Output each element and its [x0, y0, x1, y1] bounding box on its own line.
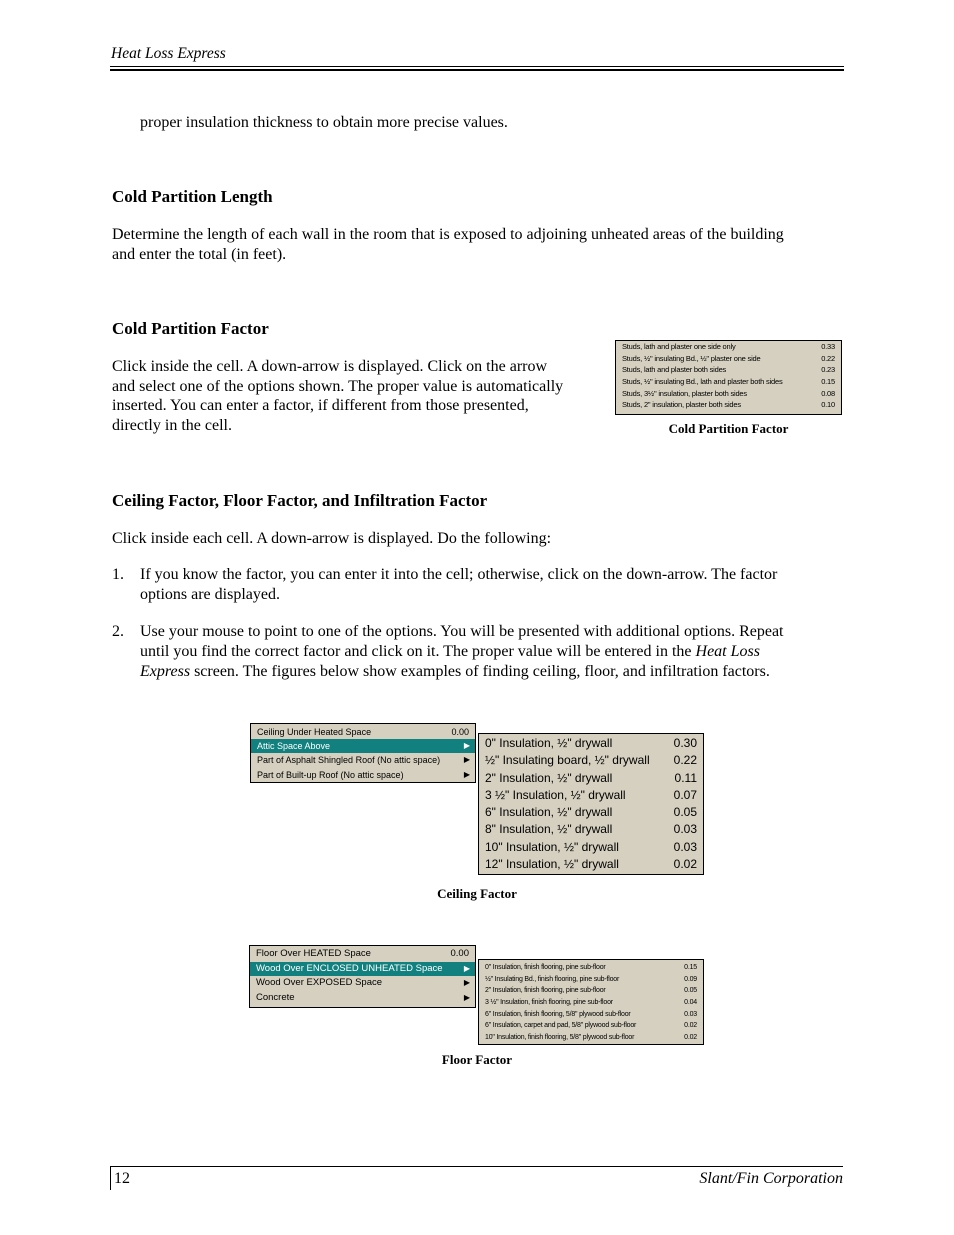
- option-label: 2" Insulation, finish flooring, pine sub-floor: [485, 987, 606, 995]
- option-label: ½" Insulating board, ½" drywall: [485, 753, 650, 768]
- option-value: 0.02: [684, 1022, 697, 1030]
- submenu-arrow-icon: ▶: [463, 741, 470, 751]
- menu-option[interactable]: [479, 804, 703, 821]
- option-value: 0.02: [673, 857, 697, 872]
- option-value: 0.22: [673, 753, 697, 768]
- menu-option[interactable]: [479, 1032, 703, 1044]
- step2-line2-text: until you find the correct factor and click on it. The proper value will be entered in the: [140, 643, 696, 660]
- ceiling-section-intro: Click inside each cell. A down-arrow is displayed. Do the following:: [112, 530, 552, 547]
- menu-option[interactable]: [479, 770, 703, 787]
- step2-line1: Use your mouse to point to one of the options. You will be presented with additional options. Repeat: [140, 623, 784, 640]
- footer-tick: [110, 1166, 111, 1190]
- cold-partition-length-text-line1: Determine the length of each wall in the room that is exposed to adjoining unheated areas of the building: [112, 226, 784, 243]
- menu-option[interactable]: [479, 962, 703, 974]
- option-label: Studs, 3½" insulation, plaster both sides: [622, 388, 747, 398]
- option-label: Studs, 2" insulation, plaster both sides: [622, 400, 741, 410]
- menu-option[interactable]: [616, 400, 841, 412]
- option-label: Studs, ½" insulating Bd., lath and plaster both sides: [622, 377, 783, 387]
- header-rule-thick: [110, 69, 844, 71]
- option-label: Studs, lath and plaster one side only: [622, 342, 736, 351]
- menu-option[interactable]: [479, 821, 703, 838]
- option-value: 0.04: [684, 999, 697, 1007]
- menu-option[interactable]: [479, 839, 703, 856]
- option-label: 6" Insulation, ½" drywall: [485, 805, 613, 820]
- option-label: 0" Insulation, ½" drywall: [485, 736, 613, 750]
- step2-line2: [140, 642, 760, 662]
- menu-option[interactable]: [251, 725, 475, 739]
- menu-option[interactable]: [250, 991, 475, 1006]
- option-value: 0.33: [821, 342, 835, 351]
- option-value: 0.03: [673, 822, 697, 837]
- option-label: Wood Over ENCLOSED UNHEATED Space: [256, 962, 443, 974]
- option-label: 6" Insulation, carpet and pad, 5/8" plywood sub-floor: [485, 1022, 637, 1030]
- option-value: 0.22: [821, 353, 835, 363]
- step1-line1: If you know the factor, you can enter it into the cell; otherwise, click on the down-arrow. The factor: [140, 566, 778, 583]
- ceiling-factor-caption: Ceiling Factor: [437, 886, 517, 901]
- menu-option[interactable]: [479, 974, 703, 986]
- cold-partition-factor-text-line3: inserted. You can enter a factor, if different from those presented,: [112, 397, 529, 414]
- cold-partition-length-text-line2: and enter the total (in feet).: [112, 246, 287, 263]
- option-value: 0.15: [684, 964, 697, 971]
- option-value: 0.00: [450, 948, 469, 959]
- option-label: Studs, ½" insulating Bd., ½" plaster one side: [622, 353, 761, 363]
- submenu-arrow-icon: ▶: [463, 769, 470, 779]
- submenu-arrow-icon: ▶: [463, 963, 470, 973]
- option-label: Wood Over EXPOSED Space: [256, 977, 383, 989]
- menu-option-selected[interactable]: [250, 962, 475, 977]
- floor-factor-caption: Floor Factor: [441, 1052, 513, 1067]
- option-label: Studs, lath and plaster both sides: [622, 365, 727, 375]
- option-label: ½" Insulating Bd., finish flooring, pine sub-floor: [485, 975, 620, 983]
- option-label: 10" Insulation, ½" drywall: [485, 839, 619, 854]
- option-value: 0.02: [684, 1034, 697, 1042]
- step2-line3: [140, 662, 770, 682]
- step1-line2: options are displayed.: [140, 586, 280, 603]
- running-header-title: Heat Loss Express: [111, 45, 226, 62]
- option-value: 0.03: [673, 839, 697, 854]
- intro-text: proper insulation thickness to obtain more precise values.: [140, 114, 508, 131]
- option-label: 2" Insulation, ½" drywall: [485, 770, 613, 785]
- option-value: 0.05: [673, 805, 697, 820]
- option-label: 0" Insulation, finish flooring, pine sub-floor: [485, 964, 606, 971]
- menu-option[interactable]: [616, 365, 841, 377]
- menu-option[interactable]: [250, 947, 475, 962]
- option-value: 0.23: [821, 365, 835, 375]
- option-value: 0.03: [684, 1010, 697, 1018]
- menu-option[interactable]: [479, 985, 703, 997]
- page-number: 12: [114, 1170, 130, 1187]
- option-label: Attic Space Above: [257, 741, 331, 752]
- ceiling-section-heading: Ceiling Factor, Floor Factor, and Infiltration Factor: [112, 491, 488, 510]
- option-value: 0.30: [673, 736, 697, 750]
- menu-option[interactable]: [251, 753, 475, 767]
- option-label: Concrete: [256, 992, 295, 1004]
- menu-option[interactable]: [616, 354, 841, 366]
- option-value: 0.11: [674, 770, 697, 785]
- ceiling-factor-sub-menu: [478, 733, 704, 875]
- submenu-arrow-icon: ▶: [463, 978, 470, 988]
- step2-line3-text: screen. The figures below show examples of finding ceiling, floor, and infiltration factors.: [190, 663, 770, 680]
- option-value: 0.09: [684, 975, 697, 983]
- menu-option[interactable]: [616, 389, 841, 401]
- menu-option[interactable]: [250, 976, 475, 991]
- option-value: 0.07: [673, 787, 697, 802]
- submenu-arrow-icon: ▶: [463, 993, 470, 1003]
- footer-rule: [110, 1166, 843, 1167]
- option-label: 3 ½" Insulation, finish flooring, pine sub-floor: [485, 999, 613, 1007]
- option-label: 3 ½" Insulation, ½" drywall: [485, 787, 626, 802]
- step2-number: 2.: [112, 623, 124, 640]
- menu-option[interactable]: [479, 1009, 703, 1021]
- option-value: 0.15: [821, 377, 835, 387]
- product-name-italic: Express: [140, 663, 191, 680]
- option-value: 0.08: [821, 388, 835, 398]
- menu-option[interactable]: [479, 787, 703, 804]
- submenu-arrow-icon: ▶: [463, 755, 470, 765]
- menu-option[interactable]: [251, 768, 475, 782]
- menu-option-selected[interactable]: [251, 739, 475, 753]
- floor-factor-sub-menu: [478, 959, 704, 1045]
- product-name-italic: Heat Loss: [695, 643, 760, 660]
- cold-partition-factor-menu: [615, 340, 842, 415]
- menu-option[interactable]: [616, 377, 841, 389]
- menu-option[interactable]: [479, 1020, 703, 1032]
- cold-partition-factor-text-line1: Click inside the cell. A down-arrow is displayed. Click on the arrow: [112, 358, 548, 375]
- option-label: 6" Insulation, finish flooring, 5/8" plywood sub-floor: [485, 1010, 631, 1018]
- ceiling-factor-main-menu: [250, 723, 476, 783]
- header-rule-thin: [110, 66, 844, 67]
- step1-number: 1.: [112, 566, 124, 583]
- option-label: 10" Insulation, finish flooring, 5/8" plywood sub-floor: [485, 1034, 635, 1042]
- option-label: Part of Built-up Roof (No attic space): [257, 769, 404, 780]
- footer-company: Slant/Fin Corporation: [699, 1170, 843, 1187]
- cold-partition-factor-caption: Cold Partition Factor: [668, 421, 789, 436]
- option-label: Part of Asphalt Shingled Roof (No attic space): [257, 755, 441, 766]
- cold-partition-length-heading: Cold Partition Length: [112, 187, 273, 206]
- option-value: 0.10: [821, 400, 835, 410]
- menu-option[interactable]: [616, 342, 841, 354]
- option-value: 0.00: [451, 727, 469, 737]
- option-label: 12" Insulation, ½" drywall: [485, 857, 619, 872]
- cold-partition-factor-text-line2: and select one of the options shown. The proper value is automatically: [112, 378, 564, 395]
- option-label: Ceiling Under Heated Space: [257, 727, 372, 737]
- floor-factor-main-menu: [249, 945, 476, 1008]
- menu-option[interactable]: [479, 997, 703, 1009]
- option-value: 0.05: [684, 987, 697, 995]
- menu-option[interactable]: [479, 856, 703, 873]
- option-label: Floor Over HEATED Space: [256, 948, 371, 959]
- menu-option[interactable]: [479, 735, 703, 752]
- option-label: 8" Insulation, ½" drywall: [485, 822, 613, 837]
- cold-partition-factor-text-line4: directly in the cell.: [112, 417, 232, 434]
- menu-option[interactable]: [479, 752, 703, 769]
- cold-partition-factor-heading: Cold Partition Factor: [112, 319, 269, 338]
